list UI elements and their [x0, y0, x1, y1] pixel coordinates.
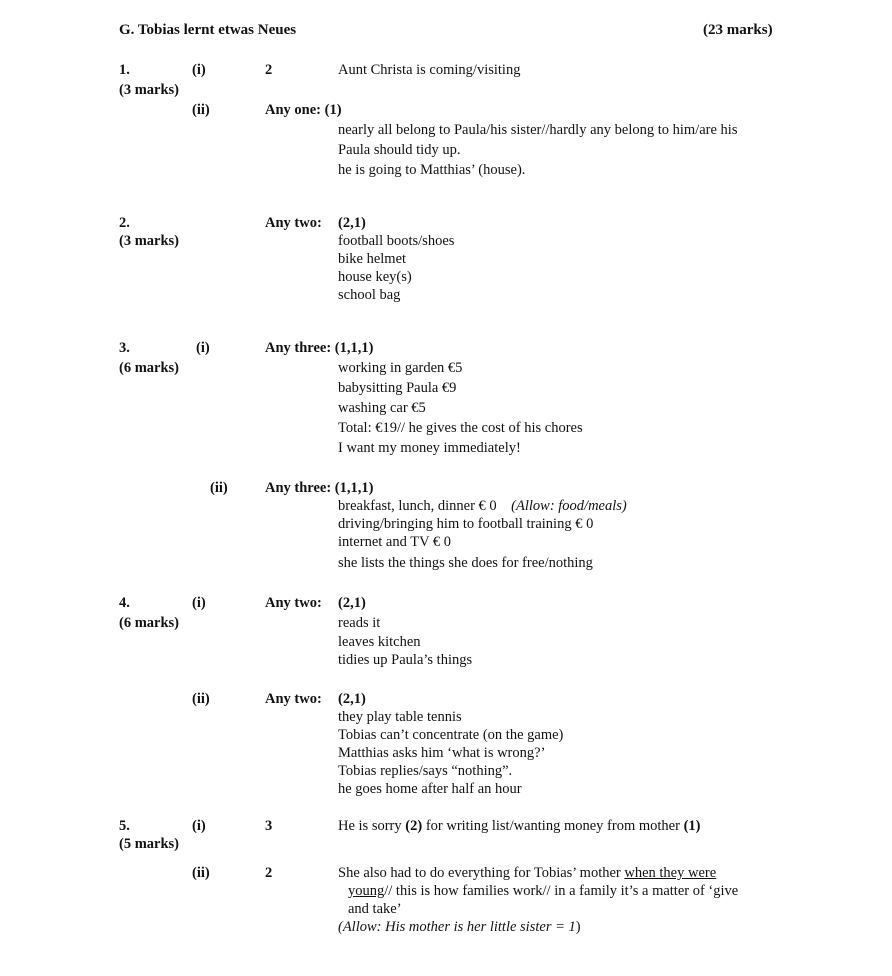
- q4-ii-instruction: Any two:: [265, 691, 322, 707]
- q5-marks: (5 marks): [119, 836, 180, 852]
- q3-i-label: (i): [196, 340, 210, 356]
- q1-marks: (3 marks): [119, 82, 180, 98]
- q1-ii-answer-3: he is going to Matthias’ (house).: [338, 162, 526, 178]
- q5-ii-allow-text: (Allow: His mother is her little sister =: [338, 919, 569, 935]
- q3-ii-answer-4: she lists the things she does for free/nothing: [338, 555, 593, 571]
- q5-i-label: (i): [192, 818, 206, 834]
- q2-score: (2,1): [338, 215, 366, 231]
- section-title: G. Tobias lernt etwas Neues: [119, 22, 297, 38]
- section-marks: (23 marks): [703, 22, 773, 38]
- q1-i-answer: Aunt Christa is coming/visiting: [338, 62, 521, 78]
- q3-ii-allow-note: (Allow: food/meals): [511, 498, 627, 514]
- q5-i-score: 3: [265, 818, 273, 834]
- q1-i-label: (i): [192, 62, 206, 78]
- q3-ii-label: (ii): [210, 480, 228, 496]
- q2-marks: (3 marks): [119, 233, 180, 249]
- q5-ii-answer-line-3: and take’: [348, 901, 402, 917]
- q4-i-score: (2,1): [338, 595, 366, 611]
- q5-ii-label: (ii): [192, 865, 210, 881]
- q3-ii-answer-1-text: breakfast, lunch, dinner € 0: [338, 498, 497, 514]
- q1-ii-answer-1: nearly all belong to Paula/his sister//hardly any belong to him/are his: [338, 122, 738, 138]
- q3-i-answer-5: I want my money immediately!: [338, 440, 521, 456]
- q1-i-score: 2: [265, 62, 273, 78]
- q4-i-answer-1: reads it: [338, 615, 381, 631]
- q5-ii-answer-line-2: [348, 882, 738, 900]
- q2-answer-3: house key(s): [338, 269, 412, 285]
- q4-ii-answer-2: Tobias can’t concentrate (on the game): [338, 727, 564, 743]
- q4-i-answer-2: leaves kitchen: [338, 634, 421, 650]
- q2-answer-1: football boots/shoes: [338, 233, 455, 249]
- q2-answer-2: bike helmet: [338, 251, 407, 267]
- q5-ii-answer-text-2: // this is how families work// in a family it’s a matter of ‘give: [384, 883, 739, 899]
- q3-i-answer-1: working in garden €5: [338, 360, 463, 376]
- q4-ii-answer-4: Tobias replies/says “nothing”.: [338, 763, 513, 779]
- q3-i-instruction: Any three: (1,1,1): [265, 340, 374, 356]
- q3-ii-answer-1: [338, 497, 627, 515]
- q5-ii-underlined-1: when they were: [624, 865, 717, 881]
- q5-number: 5.: [119, 818, 130, 834]
- q5-i-score-1: (1): [683, 818, 701, 834]
- q3-i-answer-2: babysitting Paula €9: [338, 380, 457, 396]
- q4-ii-label: (ii): [192, 691, 210, 707]
- q3-i-answer-4: Total: €19// he gives the cost of his chores: [338, 420, 583, 436]
- q4-ii-answer-1: they play table tennis: [338, 709, 462, 725]
- q4-ii-answer-5: he goes home after half an hour: [338, 781, 522, 797]
- q5-i-score-2: (2): [405, 818, 423, 834]
- q1-ii-label: (ii): [192, 102, 210, 118]
- q5-i-answer: [338, 817, 700, 835]
- q1-number: 1.: [119, 62, 130, 78]
- q3-ii-instruction: Any three: (1,1,1): [265, 480, 374, 496]
- q4-ii-score: (2,1): [338, 691, 366, 707]
- q5-i-answer-part1: He is sorry: [338, 818, 406, 834]
- q3-ii-answer-3: internet and TV € 0: [338, 534, 452, 550]
- q1-ii-instruction: Any one: (1): [265, 102, 342, 118]
- q4-i-answer-3: tidies up Paula’s things: [338, 652, 473, 668]
- q4-i-instruction: Any two:: [265, 595, 322, 611]
- q4-number: 4.: [119, 595, 130, 611]
- q4-ii-answer-3: Matthias asks him ‘what is wrong?’: [338, 745, 546, 761]
- q2-number: 2.: [119, 215, 130, 231]
- q3-ii-answer-2: driving/bringing him to football training € 0: [338, 516, 594, 532]
- q5-ii-underlined-2: young: [348, 883, 385, 899]
- q5-i-answer-part2: for writing list/wanting money from mother: [422, 818, 684, 834]
- q5-ii-answer-text: She also had to do everything for Tobias’ mother: [338, 865, 625, 881]
- q3-i-answer-3: washing car €5: [338, 400, 426, 416]
- q2-instruction: Any two:: [265, 215, 322, 231]
- q1-ii-answer-2: Paula should tidy up.: [338, 142, 461, 158]
- q5-ii-allow-note: [338, 918, 581, 936]
- q3-number: 3.: [119, 340, 130, 356]
- q4-marks: (6 marks): [119, 615, 180, 631]
- q2-answer-4: school bag: [338, 287, 401, 303]
- q5-ii-allow-close: ): [575, 919, 581, 935]
- q5-ii-score: 2: [265, 865, 273, 881]
- q3-marks: (6 marks): [119, 360, 180, 376]
- q5-ii-allow-mark: 1: [568, 919, 576, 935]
- q5-ii-answer-line-1: [338, 864, 716, 882]
- q4-i-label: (i): [192, 595, 206, 611]
